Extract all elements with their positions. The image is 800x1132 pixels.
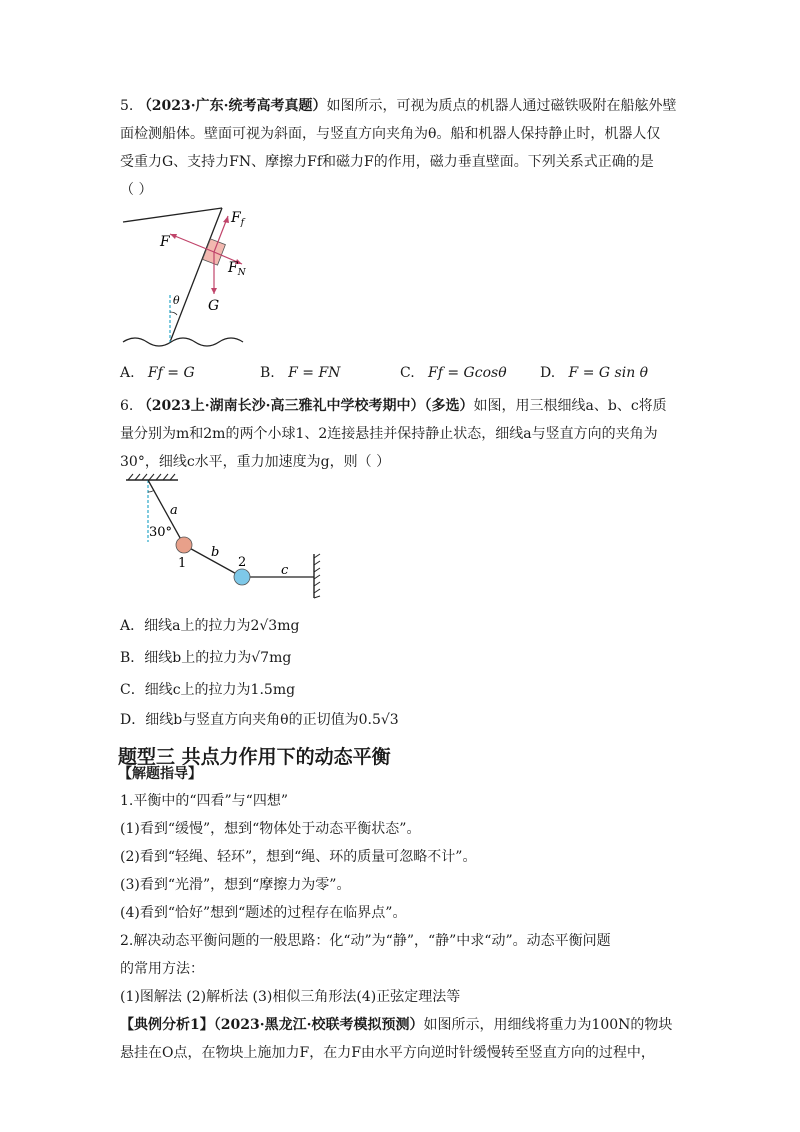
q6-number: 6. (120, 398, 134, 414)
q5-text-1: 如图所示，可视为质点的机器人通过磁铁吸附在船舷外壁 (326, 98, 677, 114)
ceiling-hatch (128, 474, 175, 480)
G-label: G (208, 298, 220, 314)
F-arrowhead (170, 234, 177, 239)
ball-1 (176, 537, 192, 553)
guide-header: 【解题指导】 (118, 766, 202, 782)
label-c: c (281, 563, 289, 578)
example-line-2: 悬挂在O点，在物块上施加力F，在力F由水平方向逆时针缓慢转至竖直方向的过程中， (120, 1045, 655, 1061)
q6-line-1 (120, 396, 667, 416)
example-line-1: 【典例分析1】（2023·黑龙江·校联考模拟预测）如图所示，用细线将重力为100N的物块 (120, 1017, 673, 1033)
q6-option-d: D．细线b与竖直方向夹角θ的正切值为0.5√3 (120, 712, 399, 728)
q5-line-3: 受重力G、支持力FN、摩擦力Ff和磁力F的作用，磁力垂直壁面。下列关系式正确的是 (120, 154, 654, 170)
guide-line-4: (3)看到“光滑”，想到“摩擦力为零”。 (120, 877, 351, 893)
FN-label: $F_N$ (228, 260, 246, 278)
theta-label: θ (173, 294, 180, 307)
q6-option-b: B．细线b上的拉力为√7mg (120, 650, 292, 666)
water-wave (123, 338, 243, 346)
q5-number: 5. (120, 98, 134, 114)
ball-2 (234, 569, 250, 585)
label-a: a (170, 503, 178, 518)
guide-line-5: (4)看到“恰好”想到“题述的过程存在临界点”。 (120, 905, 407, 921)
q6-figure (118, 470, 328, 605)
q6-text-1: 如图，用三根细线a、b、c将质 (473, 398, 667, 414)
hull-top-line (123, 208, 222, 222)
q6-line-3: 30°，细线c水平，重力加速度为g，则（ ） (120, 454, 391, 470)
label-30deg: 30° (149, 525, 173, 540)
q6-line-2: 量分别为m和2m的两个小球1、2连接悬挂并保持静止状态，细线a与竖直方向的夹角为 (120, 426, 658, 442)
q6-option-a: A．细线a上的拉力为2√3mg (120, 618, 300, 634)
F-label: F (160, 234, 170, 250)
F-arrow (170, 234, 214, 252)
q6-option-c: C．细线c上的拉力为1.5mg (120, 682, 296, 698)
q5-options (0, 365, 800, 387)
G-arrowhead (211, 288, 217, 294)
q5-line-2: 面检测船体。壁面可视为斜面，与竖直方向夹角为θ。船和机器人保持静止时，机器人仅 (120, 126, 661, 142)
guide-line-6: 2.解决动态平衡问题的一般思路：化“动”为“静”，“静”中求“动”。动态平衡问题 (120, 933, 611, 949)
wall-hatch (314, 554, 320, 598)
q5-option-c: C. Ff = Gcosθ (400, 365, 507, 381)
q6-source-tag: （2023上·湖南长沙·高三雅礼中学校考期中）（多选） (137, 398, 474, 414)
angle-arc (148, 490, 154, 492)
label-b: b (211, 545, 220, 560)
guide-line-8: (1)图解法 (2)解析法 (3)相似三角形法(4)正弦定理法等 (120, 989, 461, 1005)
Ff-arrowhead (223, 216, 229, 223)
guide-line-3: (2)看到“轻绳、轻环”，想到“绳、环的质量可忽略不计”。 (120, 849, 477, 865)
q5-option-b: B. F = FN (260, 365, 341, 381)
Ff-label: $F_f$ (231, 210, 245, 228)
guide-line-7: 的常用方法： (120, 961, 204, 977)
guide-line-1: 1.平衡中的“四看”与“四想” (120, 793, 288, 809)
q5-option-d: D. F = G sin θ (540, 365, 649, 381)
guide-line-2: (1)看到“缓慢”，想到“物体处于动态平衡状态”。 (120, 821, 421, 837)
q5-line-1 (120, 96, 677, 116)
label-ball-1: 1 (178, 556, 187, 571)
example-tag: 【典例分析1】（2023·黑龙江·校联考模拟预测） (120, 1017, 424, 1033)
label-ball-2: 2 (238, 555, 247, 570)
q5-line-4: （ ） (120, 182, 153, 198)
q5-figure (118, 200, 248, 355)
theta-arc (170, 312, 177, 315)
q5-source-tag: （2023·广东·统考高考真题） (137, 98, 327, 114)
q5-option-a: A. Ff = G (120, 365, 195, 381)
section-title: 题型三 共点力作用下的动态平衡 (118, 746, 391, 768)
